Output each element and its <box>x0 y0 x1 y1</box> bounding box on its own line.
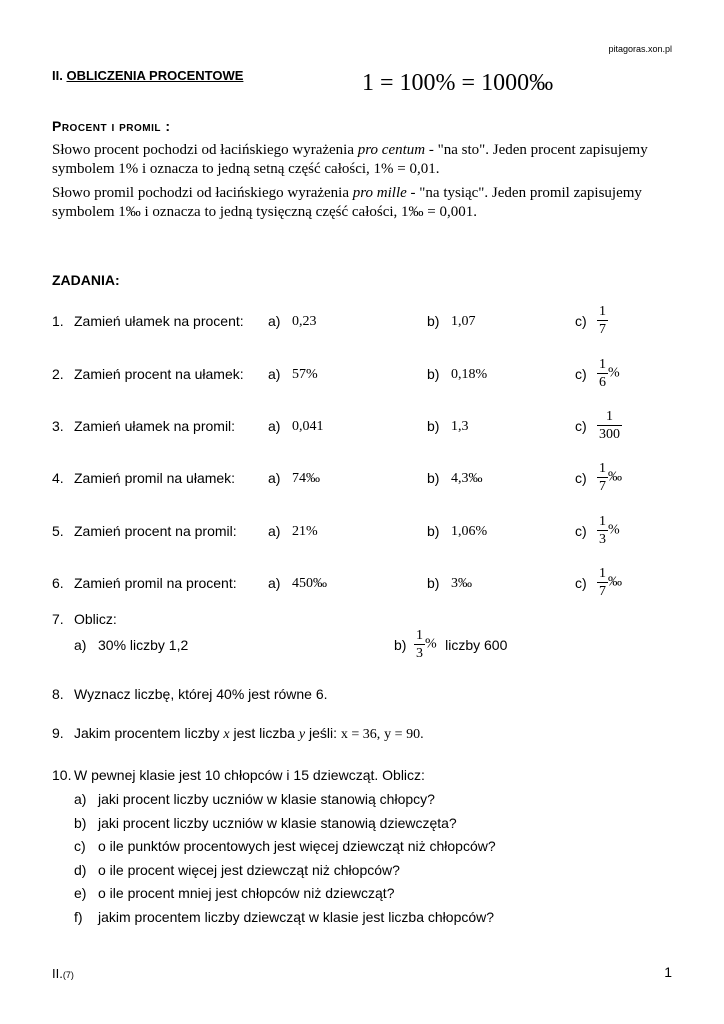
task-label-c: c) <box>575 523 587 539</box>
task9-end: . <box>420 727 424 742</box>
task-text: Zamień promil na ułamek: <box>74 470 236 486</box>
task-value-c <box>597 565 622 600</box>
task10-item-label: a) <box>74 791 87 807</box>
task-c-den: 6 <box>599 375 606 390</box>
task9-yeq: y = 90 <box>384 727 421 742</box>
tasks-heading: ZADANIA: <box>52 272 120 288</box>
task9-text <box>74 725 424 743</box>
section-title: OBLICZENIA PROCENTOWE <box>66 68 244 83</box>
p2-term: pro mille <box>352 185 407 201</box>
task-value-c <box>597 356 620 391</box>
p1-text-b: - "na sto". Jeden procent zapisujemy symbolem 1% i oznacza to jedną setną część całości, <box>52 142 648 177</box>
paragraph-procent: Słowo procent pochodzi od łacińskiego wyrażenia pro centum - "na sto". Jeden procent zapisujemy symbolem 1% i oznacza to jedną setną część całości, 1% = 0,01. <box>52 142 648 177</box>
task-text: Zamień ułamek na promil: <box>74 418 236 434</box>
task-value-b: 4,3‰ <box>451 471 483 486</box>
page-number: 1 <box>664 964 672 980</box>
task-label-c: c) <box>575 470 587 486</box>
task7-b-den: 3 <box>416 646 423 661</box>
task-c-suffix: ‰ <box>608 574 622 590</box>
task-c-num: 1 <box>599 304 606 319</box>
task-c-den: 7 <box>599 584 606 599</box>
task10-item-label: e) <box>74 885 87 901</box>
task-label-b: b) <box>427 470 440 486</box>
task10-item-label: d) <box>74 862 87 878</box>
p1-term: pro centum <box>357 142 426 158</box>
task-label-b: b) <box>427 575 440 591</box>
task-c-num: 1 <box>599 566 606 581</box>
p1-equation: 1% = 0,01 <box>373 161 436 177</box>
task8-text: Wyznacz liczbę, której 40% jest równe 6. <box>74 686 328 702</box>
task7-a: 30% liczby 1,2 <box>98 637 189 653</box>
task-value-a: 450‰ <box>292 576 327 591</box>
task7-b-num: 1 <box>416 628 423 643</box>
task-label-b: b) <box>427 366 440 382</box>
task7-b <box>414 627 507 662</box>
task-label-c: c) <box>575 313 587 329</box>
task-label-c: c) <box>575 418 587 434</box>
task-value-b: 1,06% <box>451 524 488 539</box>
paragraph-promil: Słowo promil pochodzi od łacińskiego wyrażenia pro mille - "na tysiąc". Jeden promil zapisujemy symbolem 1‰ i oznacza to jedną tysięczną część całości, 1‰ = 0,001. <box>52 185 642 220</box>
task-number: 6. <box>52 575 64 591</box>
task-value-a: 74‰ <box>292 471 320 486</box>
task-c-den: 7 <box>599 479 606 494</box>
task-number: 5. <box>52 523 64 539</box>
task-number: 4. <box>52 470 64 486</box>
task10-number: 10. <box>52 767 72 783</box>
task-label-a: a) <box>268 470 281 486</box>
task-c-den: 7 <box>599 322 606 337</box>
task-value-a: 57% <box>292 367 318 382</box>
task-label-a: a) <box>268 313 281 329</box>
task10-text: W pewnej klasie jest 10 chłopców i 15 dziewcząt. Oblicz: <box>74 767 425 783</box>
task-value-c <box>597 408 622 443</box>
task-number: 2. <box>52 366 64 382</box>
task-c-num: 1 <box>599 514 606 529</box>
task-value-c <box>597 460 622 495</box>
task10-item-label: c) <box>74 838 86 854</box>
task10-item-text: o ile procent mniej jest chłopców niż dziewcząt? <box>98 885 395 901</box>
section-heading <box>52 68 243 83</box>
task-text: Zamień ułamek na procent: <box>74 313 244 329</box>
task10-item-text: jakim procentem liczby dziewcząt w klasie jest liczba chłopców? <box>98 909 495 925</box>
task-label-c: c) <box>575 575 587 591</box>
task-c-fraction <box>597 408 622 443</box>
task-c-den: 3 <box>599 532 606 547</box>
task9-sep: , <box>376 727 381 742</box>
task10-item-text: jaki procent liczby uczniów w klasie stanowią chłopcy? <box>98 791 435 807</box>
task-label-b: b) <box>427 418 440 434</box>
task-label-a: a) <box>268 418 281 434</box>
task-c-fraction <box>597 303 608 338</box>
task-c-fraction <box>597 356 608 391</box>
task-value-b: 3‰ <box>451 576 472 591</box>
task7-label-a: a) <box>74 637 87 653</box>
task-number: 1. <box>52 313 64 329</box>
task10-item-text: jaki procent liczby uczniów w klasie stanowią dziewczęta? <box>98 815 457 831</box>
task-value-b: 1,3 <box>451 419 469 434</box>
task8-number: 8. <box>52 686 64 702</box>
task-c-num: 1 <box>597 408 622 426</box>
task9-y: y <box>298 727 306 742</box>
task-value-c <box>597 303 608 338</box>
task-text: Zamień procent na promil: <box>74 523 237 539</box>
task-c-fraction <box>597 513 608 548</box>
task-value-c <box>597 513 620 548</box>
p1-text-a: Słowo procent pochodzi od łacińskiego wyrażenia <box>52 142 354 158</box>
task-c-num: 1 <box>599 357 606 372</box>
task7-b-text: liczby 600 <box>445 636 508 653</box>
task-value-a: 0,23 <box>292 314 317 329</box>
task-value-a: 0,041 <box>292 419 324 434</box>
task9-xeq: x = 36 <box>340 727 377 742</box>
task-label-a: a) <box>268 575 281 591</box>
task-value-b: 1,07 <box>451 314 476 329</box>
p2-equation: 1‰ = 0,001 <box>401 204 474 220</box>
p2-text-b: - "na tysiąc". Jeden promil zapisujemy symbolem 1‰ i oznacza to jedną tysięczną część całości, <box>52 185 642 220</box>
task-number: 3. <box>52 418 64 434</box>
task9-t2: jest liczba <box>233 725 295 741</box>
task-c-num: 1 <box>599 461 606 476</box>
task9-number: 9. <box>52 725 64 741</box>
task7-b-fraction <box>414 627 425 662</box>
section-number: II. <box>52 68 63 83</box>
task7-label-b: b) <box>394 637 407 653</box>
footer-section: II. <box>52 966 63 981</box>
p2-text-a: Słowo promil pochodzi od łacińskiego wyrażenia <box>52 185 350 201</box>
task-value-b: 0,18% <box>451 367 488 382</box>
task10-item-label: b) <box>74 815 87 831</box>
task9-t1: Jakim procentem liczby <box>74 725 220 741</box>
footer-left <box>52 966 74 981</box>
task-c-suffix: ‰ <box>608 469 622 485</box>
task-label-b: b) <box>427 523 440 539</box>
task-c-fraction <box>597 460 608 495</box>
task-label-b: b) <box>427 313 440 329</box>
task-label-a: a) <box>268 523 281 539</box>
task-c-fraction <box>597 565 608 600</box>
task10-item-label: f) <box>74 909 83 925</box>
task10-item-text: o ile procent więcej jest dziewcząt niż chłopców? <box>98 862 400 878</box>
task7-number: 7. <box>52 611 64 627</box>
task7-b-suffix: % <box>425 636 437 652</box>
task-c-den: 300 <box>599 427 620 442</box>
task-text: Zamień procent na ułamek: <box>74 366 244 382</box>
task9-x: x <box>223 727 230 742</box>
task-text: Zamień promil na procent: <box>74 575 237 591</box>
main-formula: 1 = 100% = 1000‰ <box>362 70 554 96</box>
task10-item-text: o ile punktów procentowych jest więcej dziewcząt niż chłopców? <box>98 838 496 854</box>
task7-text: Oblicz: <box>74 611 117 627</box>
task-c-suffix: % <box>608 365 620 381</box>
task-value-a: 21% <box>292 524 318 539</box>
task-label-c: c) <box>575 366 587 382</box>
task-label-a: a) <box>268 366 281 382</box>
footer-section-small: (7) <box>62 970 74 980</box>
site-url: pitagoras.xon.pl <box>608 44 672 54</box>
task-c-suffix: % <box>608 522 620 538</box>
task9-t3: jeśli: <box>308 725 337 741</box>
subheading: Procent i promil : <box>52 118 171 134</box>
